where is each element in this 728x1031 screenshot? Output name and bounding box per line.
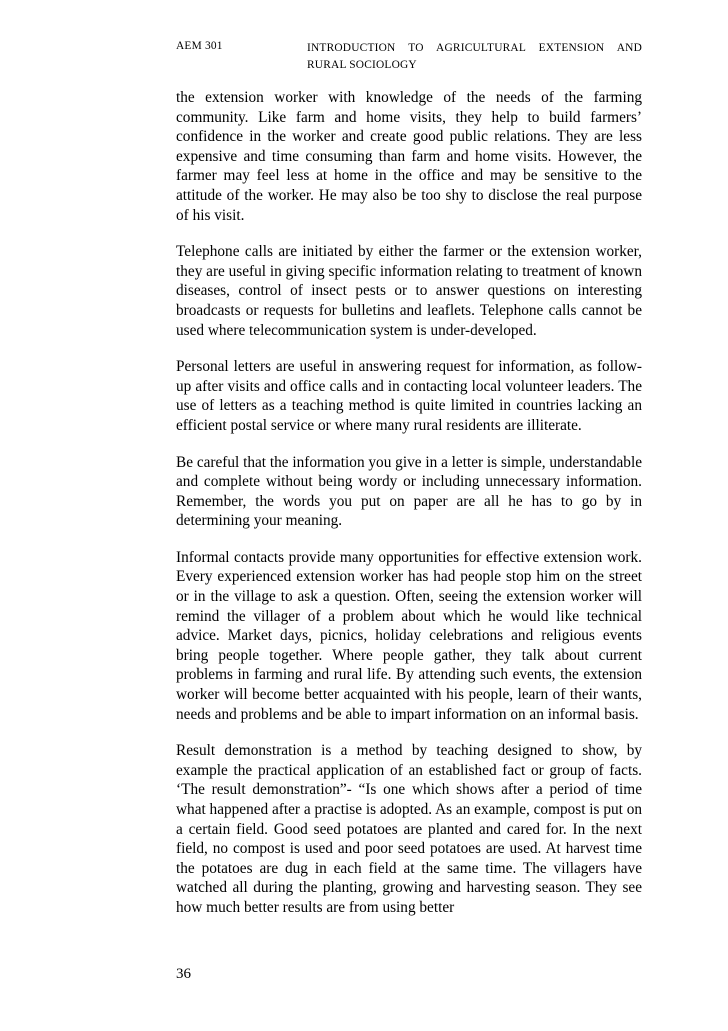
course-code: AEM 301: [176, 40, 223, 52]
paragraph-telephone-calls: Telephone calls are initiated by either the farmer or the extension worker, they are useful in giving specific information relating to treatment of known diseases, control of insect pests or to answer questions on interesting broadcasts or requests for bulletins and leaflets. Telephone calls cannot be used where telecommunication system is under-developed.: [176, 243, 642, 339]
paragraph-personal-letters: Personal letters are useful in answering request for information, as follow-up after visits and office calls and in contacting local volunteer leaders. The use of letters as a teaching method is quite limited in countries lacking an efficient postal service or where many rural residents are illiterate.: [176, 358, 642, 434]
paragraph-continuation: the extension worker with knowledge of the needs of the farming community. Like farm and home visits, they help to build farmers’ confidence in the worker and create good public relations. They are less expensive and time consuming than farm and home visits. However, the farmer may feel less at home in the office and may be sensitive to the attitude of the worker. He may also be too shy to disclose the real purpose of his visit.: [176, 89, 642, 224]
course-title: [307, 40, 642, 74]
course-title-line-1: INTRODUCTION TO AGRICULTURAL EXTENSION AND: [307, 42, 642, 54]
page-number: 36: [176, 966, 191, 982]
paragraph-result-demonstration: Result demonstration is a method by teaching designed to show, by example the practical application of an established fact or group of facts. ‘The result demonstration”- “Is one which shows after a period of time what happened after a practise is adopted. As an example, compost is put on a certain field. Good seed potatoes are planted and cared for. In the next field, no compost is used and poor seed potatoes are used. At harvest time the potatoes are dug in each field at the same time. The villagers have watched all during the planting, growing and harvesting season. They see how much better results are from using better: [176, 742, 642, 916]
course-title-line-2: RURAL SOCIOLOGY: [307, 59, 417, 71]
document-body: [176, 88, 642, 935]
paragraph-letter-advice: Be careful that the information you give in a letter is simple, understandable and complete without being wordy or including unnecessary information. Remember, the words you put on paper are all he has to go by in determining your meaning.: [176, 453, 642, 530]
paragraph-informal-contacts: Informal contacts provide many opportunities for effective extension work. Every experienced extension worker has had people stop him on the street or in the village to ask a question. Often, seeing the extension worker will remind the villager of a problem about which he would like technical advice. Market days, picnics, holiday celebrations and religious events bring people together. Where people gather, they talk about current problems in farming and rural life. By attending such events, the extension worker will become better acquainted with his people, learn of their wants, needs and problems and be able to impart information on an informal basis.: [176, 548, 642, 723]
